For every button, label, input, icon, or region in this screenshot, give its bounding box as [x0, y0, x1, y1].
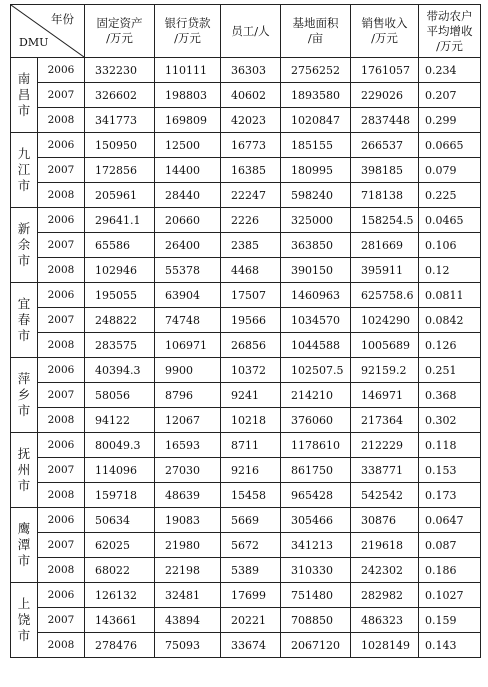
- year-cell: 2006: [38, 433, 85, 458]
- year-cell: 2006: [38, 58, 85, 83]
- value-cell: 0.1027: [419, 583, 481, 608]
- value-cell: 16593: [155, 433, 221, 458]
- value-cell: 486323: [351, 608, 419, 633]
- value-cell: 58056: [85, 383, 155, 408]
- year-cell: 2007: [38, 383, 85, 408]
- value-cell: 102507.5: [281, 358, 351, 383]
- year-cell: 2007: [38, 158, 85, 183]
- value-cell: 42023: [221, 108, 281, 133]
- table-header: [11, 5, 481, 58]
- value-cell: 341773: [85, 108, 155, 133]
- value-cell: 0.0842: [419, 308, 481, 333]
- dmu-data-table: [10, 4, 481, 658]
- value-cell: 376060: [281, 408, 351, 433]
- value-cell: 198803: [155, 83, 221, 108]
- value-cell: 17507: [221, 283, 281, 308]
- city-cell: [11, 58, 38, 133]
- value-cell: 282982: [351, 583, 419, 608]
- value-cell: 2837448: [351, 108, 419, 133]
- value-cell: 10218: [221, 408, 281, 433]
- value-cell: 326602: [85, 83, 155, 108]
- value-cell: 74748: [155, 308, 221, 333]
- value-cell: 2385: [221, 233, 281, 258]
- value-cell: 12067: [155, 408, 221, 433]
- year-cell: 2006: [38, 583, 85, 608]
- value-cell: 114096: [85, 458, 155, 483]
- value-cell: 219618: [351, 533, 419, 558]
- value-cell: 126132: [85, 583, 155, 608]
- value-cell: 12500: [155, 133, 221, 158]
- city-cell: [11, 433, 38, 508]
- year-cell: 2008: [38, 408, 85, 433]
- value-cell: 2226: [221, 208, 281, 233]
- table-row: [11, 558, 481, 583]
- value-cell: 212229: [351, 433, 419, 458]
- value-cell: 0.143: [419, 633, 481, 658]
- city-name: 九江市: [17, 146, 31, 193]
- value-cell: 708850: [281, 608, 351, 633]
- value-cell: 94122: [85, 408, 155, 433]
- value-cell: 159718: [85, 483, 155, 508]
- city-cell: [11, 358, 38, 433]
- table-row: [11, 583, 481, 608]
- city-cell: [11, 508, 38, 583]
- value-cell: 20221: [221, 608, 281, 633]
- value-cell: 266537: [351, 133, 419, 158]
- value-cell: 65586: [85, 233, 155, 258]
- year-cell: 2007: [38, 533, 85, 558]
- value-cell: 63904: [155, 283, 221, 308]
- year-cell: 2008: [38, 183, 85, 208]
- header-col-label: 员工/人: [231, 23, 270, 38]
- value-cell: 214210: [281, 383, 351, 408]
- value-cell: 1028149: [351, 633, 419, 658]
- value-cell: 0.0811: [419, 283, 481, 308]
- table-row: [11, 483, 481, 508]
- table-row: [11, 358, 481, 383]
- value-cell: 19566: [221, 308, 281, 333]
- value-cell: 0.12: [419, 258, 481, 283]
- value-cell: 751480: [281, 583, 351, 608]
- value-cell: 248822: [85, 308, 155, 333]
- value-cell: 185155: [281, 133, 351, 158]
- value-cell: 1460963: [281, 283, 351, 308]
- table-body: [11, 58, 481, 658]
- value-cell: 542542: [351, 483, 419, 508]
- value-cell: 80049.3: [85, 433, 155, 458]
- table-row: [11, 433, 481, 458]
- table-row: [11, 458, 481, 483]
- value-cell: 75093: [155, 633, 221, 658]
- city-cell: [11, 208, 38, 283]
- value-cell: 0.126: [419, 333, 481, 358]
- value-cell: 26400: [155, 233, 221, 258]
- value-cell: 0.251: [419, 358, 481, 383]
- value-cell: 10372: [221, 358, 281, 383]
- value-cell: 180995: [281, 158, 351, 183]
- city-cell: [11, 133, 38, 208]
- year-cell: 2008: [38, 333, 85, 358]
- table-row: [11, 508, 481, 533]
- value-cell: 1893580: [281, 83, 351, 108]
- value-cell: 40394.3: [85, 358, 155, 383]
- header-col-label: 销售收入 /万元: [361, 16, 408, 45]
- city-name: 上饶市: [17, 596, 31, 643]
- year-cell: 2006: [38, 208, 85, 233]
- table-row: [11, 158, 481, 183]
- value-cell: 0.079: [419, 158, 481, 183]
- value-cell: 1761057: [351, 58, 419, 83]
- value-cell: 9241: [221, 383, 281, 408]
- header-fixed-assets: [85, 5, 155, 58]
- city-name: 抚州市: [17, 446, 31, 493]
- header-sales-revenue: [351, 5, 419, 58]
- city-name: 宜春市: [17, 296, 31, 343]
- value-cell: 0.368: [419, 383, 481, 408]
- year-cell: 2007: [38, 458, 85, 483]
- value-cell: 33674: [221, 633, 281, 658]
- header-col-label: 银行贷款 /万元: [164, 16, 211, 45]
- value-cell: 15458: [221, 483, 281, 508]
- value-cell: 0.207: [419, 83, 481, 108]
- value-cell: 92159.2: [351, 358, 419, 383]
- year-cell: 2006: [38, 133, 85, 158]
- year-cell: 2006: [38, 358, 85, 383]
- value-cell: 205961: [85, 183, 155, 208]
- value-cell: 1024290: [351, 308, 419, 333]
- value-cell: 19083: [155, 508, 221, 533]
- value-cell: 1034570: [281, 308, 351, 333]
- table-row: [11, 608, 481, 633]
- value-cell: 21980: [155, 533, 221, 558]
- value-cell: 26856: [221, 333, 281, 358]
- year-cell: 2006: [38, 283, 85, 308]
- value-cell: 0.118: [419, 433, 481, 458]
- year-cell: 2007: [38, 608, 85, 633]
- value-cell: 158254.5: [351, 208, 419, 233]
- year-cell: 2008: [38, 633, 85, 658]
- city-name: 南昌市: [17, 71, 31, 118]
- value-cell: 8711: [221, 433, 281, 458]
- value-cell: 17699: [221, 583, 281, 608]
- table-row: [11, 258, 481, 283]
- year-cell: 2008: [38, 108, 85, 133]
- table-row: [11, 208, 481, 233]
- value-cell: 110111: [155, 58, 221, 83]
- table-row: [11, 308, 481, 333]
- value-cell: 1044588: [281, 333, 351, 358]
- value-cell: 30876: [351, 508, 419, 533]
- value-cell: 50634: [85, 508, 155, 533]
- value-cell: 5389: [221, 558, 281, 583]
- value-cell: 338771: [351, 458, 419, 483]
- value-cell: 217364: [351, 408, 419, 433]
- value-cell: 0.302: [419, 408, 481, 433]
- year-cell: 2006: [38, 508, 85, 533]
- header-col-label: 带动农户 平均增收 /万元: [426, 8, 473, 53]
- value-cell: 20660: [155, 208, 221, 233]
- value-cell: 4468: [221, 258, 281, 283]
- value-cell: 0.106: [419, 233, 481, 258]
- value-cell: 143661: [85, 608, 155, 633]
- year-cell: 2007: [38, 233, 85, 258]
- table-row: [11, 58, 481, 83]
- value-cell: 68022: [85, 558, 155, 583]
- value-cell: 0.0647: [419, 508, 481, 533]
- value-cell: 0.0665: [419, 133, 481, 158]
- table-row: [11, 108, 481, 133]
- city-name: 新余市: [17, 221, 31, 268]
- value-cell: 28440: [155, 183, 221, 208]
- value-cell: 363850: [281, 233, 351, 258]
- table-row: [11, 333, 481, 358]
- value-cell: 150950: [85, 133, 155, 158]
- value-cell: 102946: [85, 258, 155, 283]
- value-cell: 1020847: [281, 108, 351, 133]
- value-cell: 718138: [351, 183, 419, 208]
- table-row: [11, 633, 481, 658]
- table-row: [11, 408, 481, 433]
- value-cell: 16385: [221, 158, 281, 183]
- header-col-label: 基地面积 /亩: [292, 16, 339, 45]
- value-cell: 62025: [85, 533, 155, 558]
- value-cell: 9900: [155, 358, 221, 383]
- value-cell: 106971: [155, 333, 221, 358]
- table-row: [11, 133, 481, 158]
- header-bank-loans: [155, 5, 221, 58]
- value-cell: 278476: [85, 633, 155, 658]
- value-cell: 341213: [281, 533, 351, 558]
- value-cell: 2756252: [281, 58, 351, 83]
- year-cell: 2008: [38, 258, 85, 283]
- table-row: [11, 283, 481, 308]
- value-cell: 29641.1: [85, 208, 155, 233]
- table-row: [11, 233, 481, 258]
- value-cell: 27030: [155, 458, 221, 483]
- city-cell: [11, 583, 38, 658]
- value-cell: 146971: [351, 383, 419, 408]
- header-dmu-label: DMU: [19, 36, 49, 49]
- value-cell: 305466: [281, 508, 351, 533]
- value-cell: 0.225: [419, 183, 481, 208]
- value-cell: 172856: [85, 158, 155, 183]
- value-cell: 2067120: [281, 633, 351, 658]
- value-cell: 0.186: [419, 558, 481, 583]
- value-cell: 965428: [281, 483, 351, 508]
- value-cell: 9216: [221, 458, 281, 483]
- value-cell: 325000: [281, 208, 351, 233]
- value-cell: 390150: [281, 258, 351, 283]
- value-cell: 283575: [85, 333, 155, 358]
- value-cell: 0.153: [419, 458, 481, 483]
- city-name: 萍乡市: [17, 371, 31, 418]
- value-cell: 1005689: [351, 333, 419, 358]
- value-cell: 22198: [155, 558, 221, 583]
- value-cell: 242302: [351, 558, 419, 583]
- table-row: [11, 533, 481, 558]
- value-cell: 40602: [221, 83, 281, 108]
- table-row: [11, 83, 481, 108]
- value-cell: 281669: [351, 233, 419, 258]
- value-cell: 0.173: [419, 483, 481, 508]
- year-cell: 2007: [38, 308, 85, 333]
- city-cell: [11, 283, 38, 358]
- value-cell: 0.299: [419, 108, 481, 133]
- value-cell: 5672: [221, 533, 281, 558]
- value-cell: 55378: [155, 258, 221, 283]
- value-cell: 195055: [85, 283, 155, 308]
- value-cell: 22247: [221, 183, 281, 208]
- value-cell: 0.087: [419, 533, 481, 558]
- value-cell: 310330: [281, 558, 351, 583]
- value-cell: 16773: [221, 133, 281, 158]
- value-cell: 5669: [221, 508, 281, 533]
- value-cell: 0.234: [419, 58, 481, 83]
- header-farmer-income: [419, 5, 481, 58]
- value-cell: 229026: [351, 83, 419, 108]
- header-corner-cell: [11, 5, 85, 58]
- value-cell: 398185: [351, 158, 419, 183]
- value-cell: 625758.6: [351, 283, 419, 308]
- value-cell: 8796: [155, 383, 221, 408]
- data-table-container: [10, 4, 481, 658]
- value-cell: 0.159: [419, 608, 481, 633]
- value-cell: 332230: [85, 58, 155, 83]
- value-cell: 1178610: [281, 433, 351, 458]
- header-employees: [221, 5, 281, 58]
- header-col-label: 固定资产 /万元: [96, 16, 143, 45]
- value-cell: 36303: [221, 58, 281, 83]
- value-cell: 32481: [155, 583, 221, 608]
- value-cell: 861750: [281, 458, 351, 483]
- value-cell: 43894: [155, 608, 221, 633]
- header-base-area: [281, 5, 351, 58]
- city-name: 鹰潭市: [17, 521, 31, 568]
- value-cell: 598240: [281, 183, 351, 208]
- header-year-label: 年份: [51, 12, 74, 26]
- value-cell: 48639: [155, 483, 221, 508]
- value-cell: 0.0465: [419, 208, 481, 233]
- year-cell: 2008: [38, 558, 85, 583]
- value-cell: 14400: [155, 158, 221, 183]
- table-row: [11, 183, 481, 208]
- value-cell: 395911: [351, 258, 419, 283]
- value-cell: 169809: [155, 108, 221, 133]
- table-row: [11, 383, 481, 408]
- year-cell: 2007: [38, 83, 85, 108]
- year-cell: 2008: [38, 483, 85, 508]
